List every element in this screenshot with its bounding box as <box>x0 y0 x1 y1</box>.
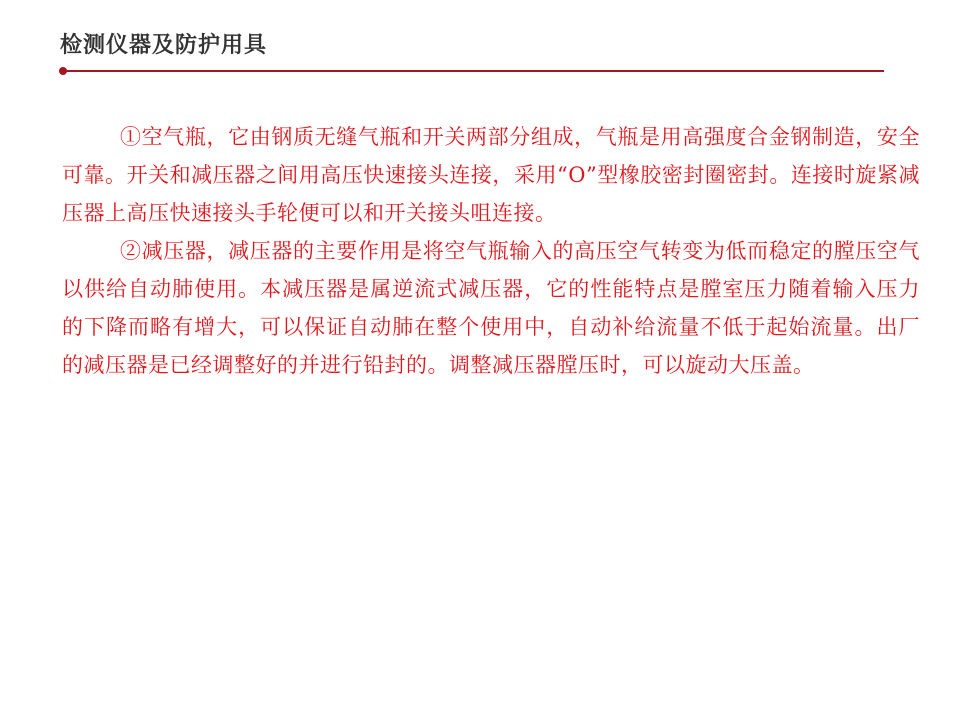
paragraph-pressure-reducer: ②减压器，减压器的主要作用是将空气瓶输入的高压空气转变为低而稳定的膛压空气以供给自动肺使用。本减压器是属逆流式减压器，它的性能特点是膛室压力随着输入压力的下降而略有增大，可以保证自动肺在整个使用中，自动补给流量不低于起始流量。出厂的减压器是已经调整好的并进行铅封的。调整减压器膛压时，可以旋动大压盖。 <box>62 239 920 377</box>
body-text-block <box>62 118 920 384</box>
title-divider <box>62 70 884 72</box>
paragraph-air-bottle: ①空气瓶，它由钢质无缝气瓶和开关两部分组成，气瓶是用高强度合金钢制造，安全可靠。开关和减压器之间用高压快速接头连接，采用“O”型橡胶密封圈密封。连接时旋紧减压器上高压快速接头手轮便可以和开关接头咀连接。 <box>62 125 920 225</box>
slide-title: 检测仪器及防护用具 <box>60 33 268 58</box>
